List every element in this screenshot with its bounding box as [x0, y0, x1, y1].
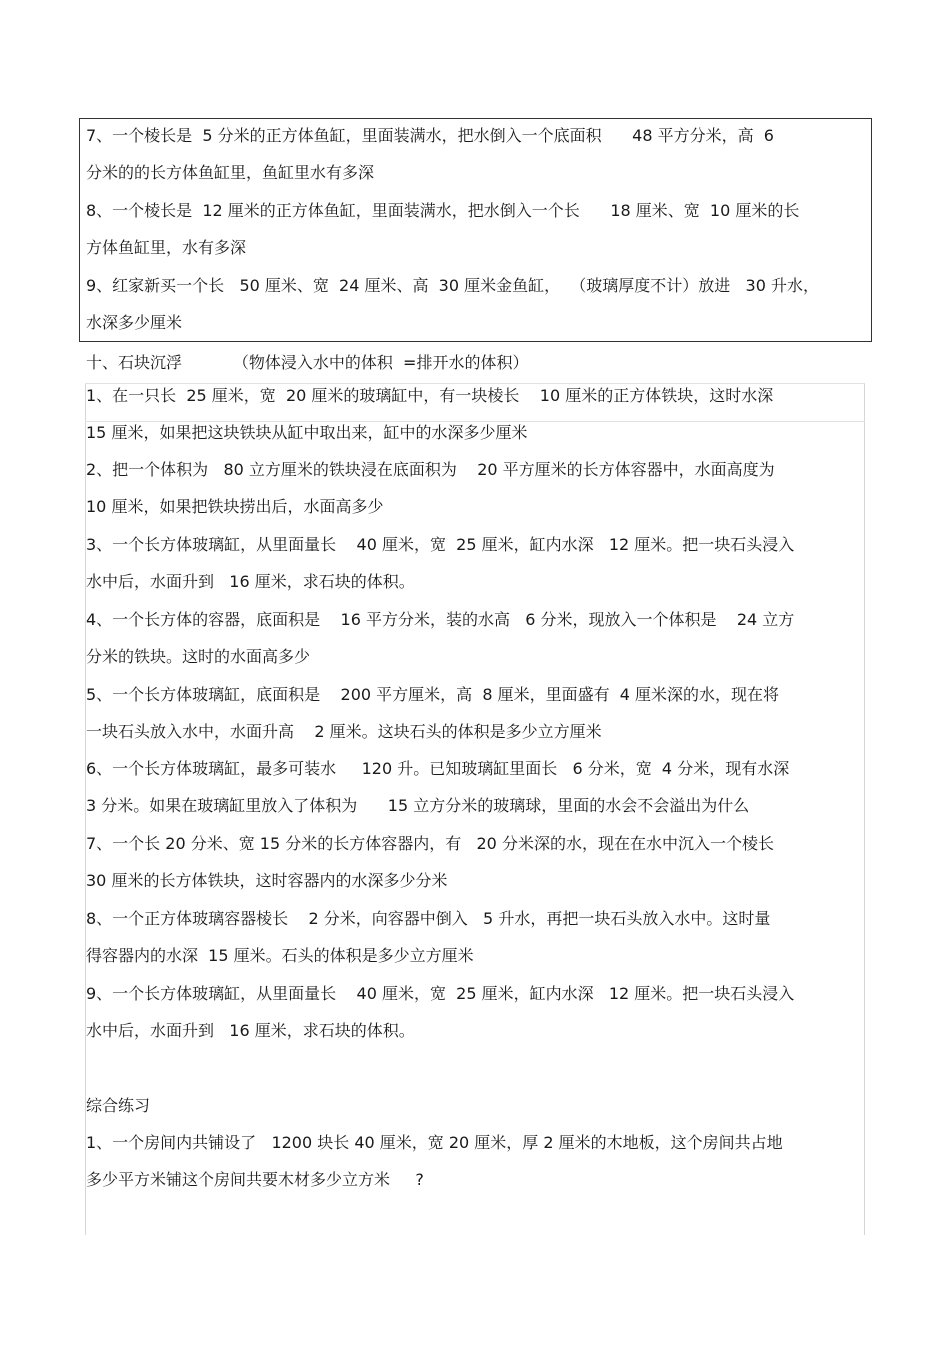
bordered-problem-box — [79, 118, 872, 342]
practice-problem-1-line-2: 多少平方米铺这个房间共要木材多少立方米 ? — [86, 1170, 424, 1189]
problem-3-line-1: 3、一个长方体玻璃缸，从里面量长 40 厘米，宽 25 厘米，缸内水深 12 厘米。把一块石头浸入 — [86, 535, 795, 554]
problem-3-line-2: 水中后，水面升到 16 厘米，求石块的体积。 — [86, 572, 415, 591]
table-top-border — [85, 383, 865, 384]
problem-9-line-1: 9、一个长方体玻璃缸，从里面量长 40 厘米，宽 25 厘米，缸内水深 12 厘米。把一块石头浸入 — [86, 984, 795, 1003]
section-title: 十、石块沉浮 （物体浸入水中的体积 =排开水的体积） — [86, 353, 529, 372]
problem-1-line-1: 1、在一只长 25 厘米，宽 20 厘米的玻璃缸中，有一块棱长 10 厘米的正方体铁块，这时水深 — [86, 386, 774, 405]
table-right-border — [864, 383, 865, 1235]
box-problem-9-line-1: 9、红家新买一个长 50 厘米、宽 24 厘米、高 30 厘米金鱼缸， （玻璃厚度不计）放进 30 升水， — [86, 276, 819, 295]
problem-6-line-1: 6、一个长方体玻璃缸，最多可装水 120 升。已知玻璃缸里面长 6 分米，宽 4 分米，现有水深 — [86, 759, 790, 778]
problem-8-line-1: 8、一个正方体玻璃容器棱长 2 分米，向容器中倒入 5 升水，再把一块石头放入水中。这时量 — [86, 909, 771, 928]
box-problem-8-line-1: 8、一个棱长是 12 厘米的正方体鱼缸，里面装满水，把水倒入一个长 18 厘米、宽 10 厘米的长 — [86, 201, 800, 220]
box-problem-7-line-1: 7、一个棱长是 5 分米的正方体鱼缸，里面装满水，把水倒入一个底面积 48 平方分米，高 6 — [86, 126, 774, 145]
problem-2-line-2: 10 厘米，如果把铁块捞出后，水面高多少 — [86, 497, 384, 516]
problem-4-line-2: 分米的铁块。这时的水面高多少 — [86, 647, 311, 666]
box-problem-8-line-2: 方体鱼缸里，水有多深 — [86, 238, 247, 257]
problem-8-line-2: 得容器内的水深 15 厘米。石头的体积是多少立方厘米 — [86, 946, 474, 965]
problem-5-line-1: 5、一个长方体玻璃缸，底面积是 200 平方厘米，高 8 厘米，里面盛有 4 厘米深的水，现在将 — [86, 685, 780, 704]
box-problem-9-line-2: 水深多少厘米 — [86, 313, 183, 332]
practice-title: 综合练习 — [86, 1096, 151, 1115]
problem-7-line-1: 7、一个长 20 分米、宽 15 分米的长方体容器内，有 20 分米深的水，现在在水中沉入一个棱长 — [86, 834, 774, 853]
problem-5-line-2: 一块石头放入水中，水面升高 2 厘米。这块石头的体积是多少立方厘米 — [86, 722, 602, 741]
table-row-divider — [85, 421, 865, 422]
problem-4-line-1: 4、一个长方体的容器，底面积是 16 平方分米，装的水高 6 分米，现放入一个体积是 24 立方 — [86, 610, 795, 629]
problem-6-line-2: 3 分米。如果在玻璃缸里放入了体积为 15 立方分米的玻璃球，里面的水会不会溢出为什么 — [86, 796, 750, 815]
practice-problem-1-line-1: 1、一个房间内共铺设了 1200 块长 40 厘米，宽 20 厘米，厚 2 厘米的木地板，这个房间共占地 — [86, 1133, 783, 1152]
problem-9-line-2: 水中后，水面升到 16 厘米，求石块的体积。 — [86, 1021, 415, 1040]
box-problem-7-line-2: 分米的的长方体鱼缸里，鱼缸里水有多深 — [86, 163, 375, 182]
problem-1-line-2: 15 厘米，如果把这块铁块从缸中取出来，缸中的水深多少厘米 — [86, 423, 528, 442]
problem-2-line-1: 2、把一个体积为 80 立方厘米的铁块浸在底面积为 20 平方厘米的长方体容器中，水面高度为 — [86, 460, 775, 479]
problem-7-line-2: 30 厘米的长方体铁块，这时容器内的水深多少分米 — [86, 871, 448, 890]
